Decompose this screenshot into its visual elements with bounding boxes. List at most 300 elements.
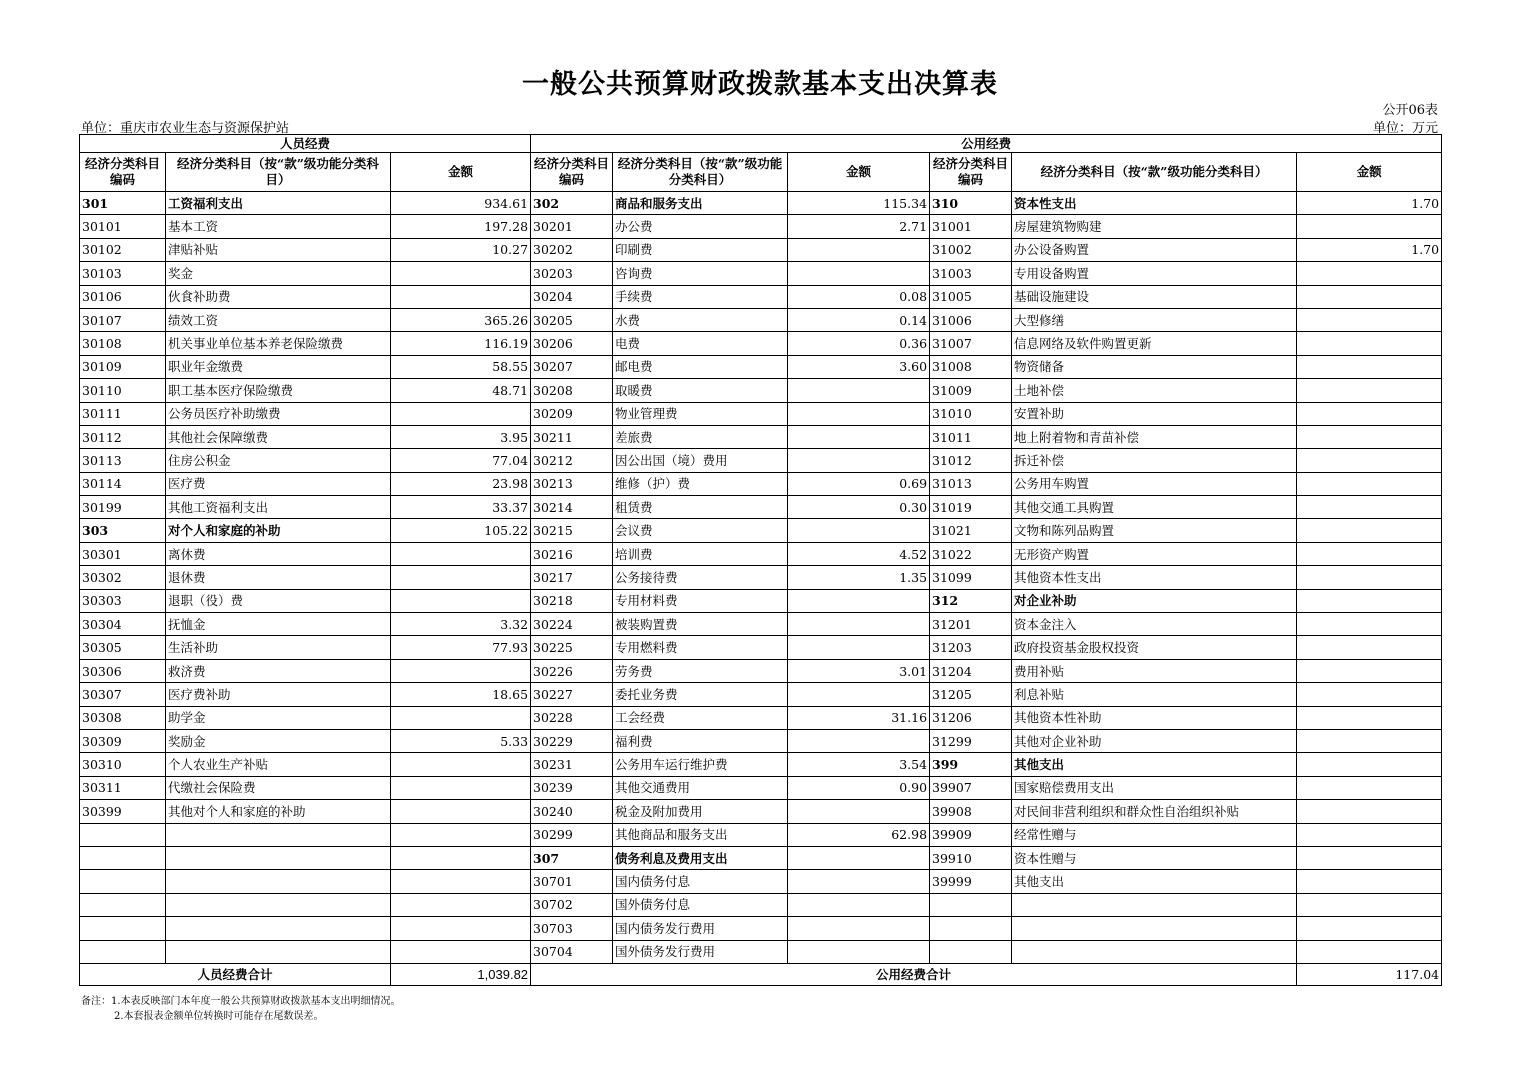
item-amount-public: 4.52 [788, 542, 930, 565]
item-amount-public [788, 402, 930, 425]
item-amount-public: 1.35 [788, 566, 930, 589]
table-row [80, 870, 1442, 893]
item-amount-personnel: 10.27 [391, 238, 531, 261]
item-name-public: 因公出国（境）费用 [613, 449, 788, 472]
item-amount-public: 31.16 [788, 706, 930, 729]
item-name-personnel: 对个人和家庭的补助 [166, 519, 391, 542]
item-code-capital: 31099 [930, 566, 1012, 589]
table-row [80, 542, 1442, 565]
item-name-personnel: 基本工资 [166, 215, 391, 238]
item-name-public: 福利费 [613, 729, 788, 752]
header-amount-1: 金额 [391, 153, 531, 192]
item-code-public: 30229 [531, 729, 613, 752]
public-total-label: 公用经费合计 [531, 963, 1297, 985]
item-name-public: 工会经费 [613, 706, 788, 729]
table-row [80, 940, 1442, 963]
item-amount-personnel: 48.71 [391, 379, 531, 402]
item-amount-public: 3.01 [788, 659, 930, 682]
item-amount-capital [1297, 308, 1442, 331]
table-row [80, 308, 1442, 331]
item-name-public: 公务接待费 [613, 566, 788, 589]
item-amount-personnel [391, 800, 531, 823]
item-amount-public: 62.98 [788, 823, 930, 846]
item-name-public: 咨询费 [613, 262, 788, 285]
item-name-public: 手续费 [613, 285, 788, 308]
table-row [80, 589, 1442, 612]
item-code-public: 30228 [531, 706, 613, 729]
table-row [80, 238, 1442, 261]
item-name-capital: 资本性支出 [1012, 192, 1297, 215]
item-amount-personnel: 934.61 [391, 192, 531, 215]
item-amount-personnel: 58.55 [391, 355, 531, 378]
item-amount-capital [1297, 355, 1442, 378]
item-code-capital: 31021 [930, 519, 1012, 542]
item-code-public: 30201 [531, 215, 613, 238]
item-name-personnel: 职工基本医疗保险缴费 [166, 379, 391, 402]
item-name-capital: 地上附着物和青苗补偿 [1012, 425, 1297, 448]
item-name-capital: 信息网络及软件购置更新 [1012, 332, 1297, 355]
item-name-personnel: 住房公积金 [166, 449, 391, 472]
item-code-public: 302 [531, 192, 613, 215]
table-row [80, 917, 1442, 940]
item-code-capital: 31019 [930, 496, 1012, 519]
header-code-1: 经济分类科目编码 [80, 153, 166, 192]
expenditure-table [79, 134, 1442, 986]
item-code-public: 30227 [531, 683, 613, 706]
item-code-capital: 39910 [930, 846, 1012, 869]
item-name-personnel: 津贴补贴 [166, 238, 391, 261]
item-code-personnel: 30110 [80, 379, 166, 402]
item-amount-personnel [391, 846, 531, 869]
item-name-public: 税金及附加费用 [613, 800, 788, 823]
item-code-public: 307 [531, 846, 613, 869]
section-header-row [80, 135, 1442, 153]
item-amount-public: 115.34 [788, 192, 930, 215]
table-row [80, 496, 1442, 519]
reporting-unit: 单位：重庆市农业生态与资源保护站 [81, 121, 290, 136]
item-code-capital: 31013 [930, 472, 1012, 495]
item-amount-public: 0.69 [788, 472, 930, 495]
table-row [80, 472, 1442, 495]
currency-unit: 单位：万元 [1372, 121, 1438, 136]
item-name-personnel: 机关事业单位基本养老保险缴费 [166, 332, 391, 355]
item-amount-public [788, 800, 930, 823]
footnote-1: 备注：1.本表反映部门本年度一般公共预算财政拨款基本支出明细情况。 [81, 996, 401, 1007]
item-code-public: 30226 [531, 659, 613, 682]
item-name-capital: 公务用车购置 [1012, 472, 1297, 495]
item-code-personnel: 30302 [80, 566, 166, 589]
item-name-capital: 对民间非营利组织和群众性自治组织补贴 [1012, 800, 1297, 823]
item-code-personnel: 30304 [80, 613, 166, 636]
item-amount-personnel [391, 940, 531, 963]
item-amount-capital [1297, 262, 1442, 285]
item-name-public: 国内债务付息 [613, 870, 788, 893]
table-row [80, 425, 1442, 448]
table-row [80, 332, 1442, 355]
item-amount-public: 0.90 [788, 776, 930, 799]
item-amount-capital: 1.70 [1297, 238, 1442, 261]
item-name-personnel: 其他工资福利支出 [166, 496, 391, 519]
table-row [80, 823, 1442, 846]
item-code-public: 30205 [531, 308, 613, 331]
item-code-public: 30213 [531, 472, 613, 495]
item-code-personnel: 30106 [80, 285, 166, 308]
item-name-public: 会议费 [613, 519, 788, 542]
item-name-public: 租赁费 [613, 496, 788, 519]
item-name-capital: 基础设施建设 [1012, 285, 1297, 308]
item-code-capital: 31001 [930, 215, 1012, 238]
item-code-public: 30231 [531, 753, 613, 776]
item-code-public: 30703 [531, 917, 613, 940]
table-row [80, 402, 1442, 425]
item-name-personnel: 绩效工资 [166, 308, 391, 331]
item-code-capital: 31204 [930, 659, 1012, 682]
item-code-capital: 31008 [930, 355, 1012, 378]
item-name-personnel: 退职（役）费 [166, 589, 391, 612]
item-name-capital: 其他交通工具购置 [1012, 496, 1297, 519]
item-amount-capital [1297, 636, 1442, 659]
item-name-capital: 费用补贴 [1012, 659, 1297, 682]
item-code-capital: 39907 [930, 776, 1012, 799]
item-code-public: 30203 [531, 262, 613, 285]
item-name-capital: 房屋建筑物购建 [1012, 215, 1297, 238]
item-amount-personnel [391, 566, 531, 589]
item-amount-public [788, 940, 930, 963]
item-name-public: 邮电费 [613, 355, 788, 378]
item-code-capital: 31007 [930, 332, 1012, 355]
item-amount-capital [1297, 379, 1442, 402]
item-code-capital: 39909 [930, 823, 1012, 846]
item-amount-public [788, 262, 930, 285]
item-amount-personnel [391, 285, 531, 308]
table-row [80, 566, 1442, 589]
item-amount-personnel: 365.26 [391, 308, 531, 331]
item-name-capital: 其他资本性补助 [1012, 706, 1297, 729]
header-name-1: 经济分类科目（按“款”级功能分类科目） [166, 153, 391, 192]
table-row [80, 215, 1442, 238]
item-name-capital: 无形资产购置 [1012, 542, 1297, 565]
item-code-capital: 31022 [930, 542, 1012, 565]
item-name-capital [1012, 940, 1297, 963]
item-code-personnel [80, 823, 166, 846]
item-amount-public: 3.54 [788, 753, 930, 776]
item-amount-public: 0.36 [788, 332, 930, 355]
item-code-public: 30204 [531, 285, 613, 308]
item-code-personnel: 30311 [80, 776, 166, 799]
item-code-capital: 31009 [930, 379, 1012, 402]
column-header-row [80, 153, 1442, 192]
header-code-3: 经济分类科目编码 [930, 153, 1012, 192]
item-name-public: 维修（护）费 [613, 472, 788, 495]
item-code-personnel: 30199 [80, 496, 166, 519]
item-code-public: 30211 [531, 425, 613, 448]
item-amount-public [788, 870, 930, 893]
item-amount-personnel [391, 542, 531, 565]
item-amount-capital [1297, 496, 1442, 519]
section-personnel: 人员经费 [80, 135, 531, 153]
item-name-capital: 安置补助 [1012, 402, 1297, 425]
item-amount-public: 0.14 [788, 308, 930, 331]
item-amount-capital [1297, 285, 1442, 308]
table-row [80, 706, 1442, 729]
header-name-2: 经济分类科目（按“款”级功能分类科目） [613, 153, 788, 192]
item-code-public: 30701 [531, 870, 613, 893]
item-code-public: 30214 [531, 496, 613, 519]
item-name-personnel: 抚恤金 [166, 613, 391, 636]
item-name-personnel: 生活补助 [166, 636, 391, 659]
item-amount-public [788, 379, 930, 402]
item-amount-capital: 1.70 [1297, 192, 1442, 215]
item-amount-public [788, 917, 930, 940]
item-amount-personnel: 33.37 [391, 496, 531, 519]
item-code-personnel: 30103 [80, 262, 166, 285]
table-row [80, 519, 1442, 542]
item-code-personnel: 301 [80, 192, 166, 215]
item-name-capital: 物资储备 [1012, 355, 1297, 378]
item-name-personnel: 助学金 [166, 706, 391, 729]
item-code-public: 30209 [531, 402, 613, 425]
item-amount-public [788, 425, 930, 448]
item-amount-capital [1297, 425, 1442, 448]
item-name-capital: 对企业补助 [1012, 589, 1297, 612]
header-amount-3: 金额 [1297, 153, 1442, 192]
item-amount-capital [1297, 472, 1442, 495]
item-name-capital: 大型修缮 [1012, 308, 1297, 331]
item-name-public: 国外债务发行费用 [613, 940, 788, 963]
item-name-personnel [166, 823, 391, 846]
item-code-personnel: 30113 [80, 449, 166, 472]
item-name-capital: 拆迁补偿 [1012, 449, 1297, 472]
item-amount-personnel [391, 753, 531, 776]
item-amount-public [788, 238, 930, 261]
item-code-personnel: 30308 [80, 706, 166, 729]
item-code-capital [930, 917, 1012, 940]
item-code-public: 30240 [531, 800, 613, 823]
header-code-2: 经济分类科目编码 [531, 153, 613, 192]
item-code-capital: 31203 [930, 636, 1012, 659]
table-row [80, 659, 1442, 682]
item-name-capital: 政府投资基金股权投资 [1012, 636, 1297, 659]
item-code-public: 30299 [531, 823, 613, 846]
item-amount-capital [1297, 542, 1442, 565]
item-code-capital: 310 [930, 192, 1012, 215]
public-total-amount: 117.04 [1297, 963, 1442, 985]
table-row [80, 192, 1442, 215]
item-code-personnel: 30109 [80, 355, 166, 378]
item-name-capital: 其他资本性支出 [1012, 566, 1297, 589]
item-amount-capital [1297, 800, 1442, 823]
item-code-personnel: 303 [80, 519, 166, 542]
item-code-capital [930, 893, 1012, 916]
item-code-public: 30704 [531, 940, 613, 963]
item-code-capital: 39908 [930, 800, 1012, 823]
item-name-public: 其他商品和服务支出 [613, 823, 788, 846]
item-name-public: 专用材料费 [613, 589, 788, 612]
item-code-personnel: 30101 [80, 215, 166, 238]
item-amount-capital [1297, 659, 1442, 682]
item-code-personnel [80, 940, 166, 963]
item-code-personnel: 30111 [80, 402, 166, 425]
item-amount-public [788, 449, 930, 472]
item-name-personnel: 工资福利支出 [166, 192, 391, 215]
item-name-personnel: 公务员医疗补助缴费 [166, 402, 391, 425]
table-row [80, 800, 1442, 823]
table-row [80, 262, 1442, 285]
item-amount-personnel [391, 589, 531, 612]
item-name-public: 电费 [613, 332, 788, 355]
table-row [80, 355, 1442, 378]
item-name-public: 水费 [613, 308, 788, 331]
personnel-total-label: 人员经费合计 [80, 963, 391, 985]
item-name-public: 培训费 [613, 542, 788, 565]
item-amount-personnel: 3.95 [391, 425, 531, 448]
item-code-capital [930, 940, 1012, 963]
item-code-personnel: 30108 [80, 332, 166, 355]
item-code-personnel: 30303 [80, 589, 166, 612]
item-name-personnel: 救济费 [166, 659, 391, 682]
item-name-public: 国内债务发行费用 [613, 917, 788, 940]
item-name-personnel: 代缴社会保险费 [166, 776, 391, 799]
item-code-personnel: 30307 [80, 683, 166, 706]
item-name-personnel [166, 870, 391, 893]
item-name-public: 差旅费 [613, 425, 788, 448]
item-name-personnel: 个人农业生产补贴 [166, 753, 391, 776]
item-name-capital: 土地补偿 [1012, 379, 1297, 402]
table-row [80, 776, 1442, 799]
item-code-personnel: 30305 [80, 636, 166, 659]
item-amount-personnel [391, 776, 531, 799]
item-name-capital: 国家赔偿费用支出 [1012, 776, 1297, 799]
item-amount-capital [1297, 917, 1442, 940]
item-amount-capital [1297, 776, 1442, 799]
item-name-capital: 办公设备购置 [1012, 238, 1297, 261]
item-amount-capital [1297, 846, 1442, 869]
item-code-personnel: 30112 [80, 425, 166, 448]
item-name-personnel: 离休费 [166, 542, 391, 565]
item-amount-capital [1297, 449, 1442, 472]
item-amount-personnel [391, 402, 531, 425]
item-amount-capital [1297, 215, 1442, 238]
item-amount-capital [1297, 683, 1442, 706]
item-name-personnel: 职业年金缴费 [166, 355, 391, 378]
item-code-personnel [80, 917, 166, 940]
item-amount-personnel: 116.19 [391, 332, 531, 355]
table-row [80, 613, 1442, 636]
item-code-public: 30208 [531, 379, 613, 402]
item-name-capital: 专用设备购置 [1012, 262, 1297, 285]
item-code-personnel: 30114 [80, 472, 166, 495]
item-code-public: 30207 [531, 355, 613, 378]
item-name-capital: 其他支出 [1012, 753, 1297, 776]
table-row [80, 729, 1442, 752]
table-row [80, 379, 1442, 402]
item-code-capital: 31005 [930, 285, 1012, 308]
item-name-capital: 资本性赠与 [1012, 846, 1297, 869]
item-amount-personnel: 23.98 [391, 472, 531, 495]
item-code-capital: 31010 [930, 402, 1012, 425]
item-amount-personnel [391, 917, 531, 940]
header-amount-2: 金额 [788, 153, 930, 192]
table-row [80, 683, 1442, 706]
item-name-public: 其他交通费用 [613, 776, 788, 799]
item-name-personnel [166, 846, 391, 869]
item-amount-public: 3.60 [788, 355, 930, 378]
item-name-capital: 其他对企业补助 [1012, 729, 1297, 752]
item-amount-public [788, 683, 930, 706]
item-amount-public [788, 519, 930, 542]
item-name-public: 公务用车运行维护费 [613, 753, 788, 776]
item-name-personnel: 退休费 [166, 566, 391, 589]
item-amount-capital [1297, 729, 1442, 752]
item-code-personnel: 30102 [80, 238, 166, 261]
item-amount-personnel: 77.04 [391, 449, 531, 472]
item-name-public: 专用燃料费 [613, 636, 788, 659]
item-name-public: 取暖费 [613, 379, 788, 402]
item-amount-personnel [391, 706, 531, 729]
item-name-capital [1012, 917, 1297, 940]
item-name-capital: 资本金注入 [1012, 613, 1297, 636]
item-amount-personnel [391, 262, 531, 285]
item-code-public: 30202 [531, 238, 613, 261]
item-code-capital: 399 [930, 753, 1012, 776]
item-amount-public [788, 589, 930, 612]
page-title: 一般公共预算财政拨款基本支出决算表 [522, 69, 998, 100]
item-code-personnel [80, 870, 166, 893]
item-amount-capital [1297, 566, 1442, 589]
table-row [80, 636, 1442, 659]
item-code-capital: 31201 [930, 613, 1012, 636]
table-row [80, 285, 1442, 308]
item-amount-capital [1297, 893, 1442, 916]
item-code-capital: 31012 [930, 449, 1012, 472]
item-amount-public: 2.71 [788, 215, 930, 238]
personnel-total-amount: 1,039.82 [391, 963, 531, 985]
item-name-personnel: 其他社会保障缴费 [166, 425, 391, 448]
item-code-capital: 31006 [930, 308, 1012, 331]
item-amount-public [788, 613, 930, 636]
item-code-capital: 39999 [930, 870, 1012, 893]
item-code-public: 30239 [531, 776, 613, 799]
item-amount-personnel [391, 823, 531, 846]
item-code-public: 30215 [531, 519, 613, 542]
item-amount-capital [1297, 753, 1442, 776]
item-amount-capital [1297, 589, 1442, 612]
item-amount-public [788, 893, 930, 916]
item-name-personnel [166, 917, 391, 940]
item-code-personnel: 30306 [80, 659, 166, 682]
item-name-personnel: 医疗费 [166, 472, 391, 495]
item-name-public: 印刷费 [613, 238, 788, 261]
item-name-public: 物业管理费 [613, 402, 788, 425]
item-name-public: 劳务费 [613, 659, 788, 682]
header-name-3: 经济分类科目（按“款”级功能分类科目） [1012, 153, 1297, 192]
item-amount-personnel [391, 870, 531, 893]
item-amount-personnel [391, 893, 531, 916]
item-code-personnel: 30309 [80, 729, 166, 752]
item-amount-public [788, 636, 930, 659]
item-name-personnel: 其他对个人和家庭的补助 [166, 800, 391, 823]
item-code-capital: 31205 [930, 683, 1012, 706]
item-amount-capital [1297, 519, 1442, 542]
item-name-personnel: 奖金 [166, 262, 391, 285]
item-amount-personnel: 77.93 [391, 636, 531, 659]
item-code-public: 30216 [531, 542, 613, 565]
item-code-public: 30225 [531, 636, 613, 659]
item-amount-public: 0.08 [788, 285, 930, 308]
item-amount-capital [1297, 613, 1442, 636]
item-amount-capital [1297, 706, 1442, 729]
item-code-public: 30217 [531, 566, 613, 589]
